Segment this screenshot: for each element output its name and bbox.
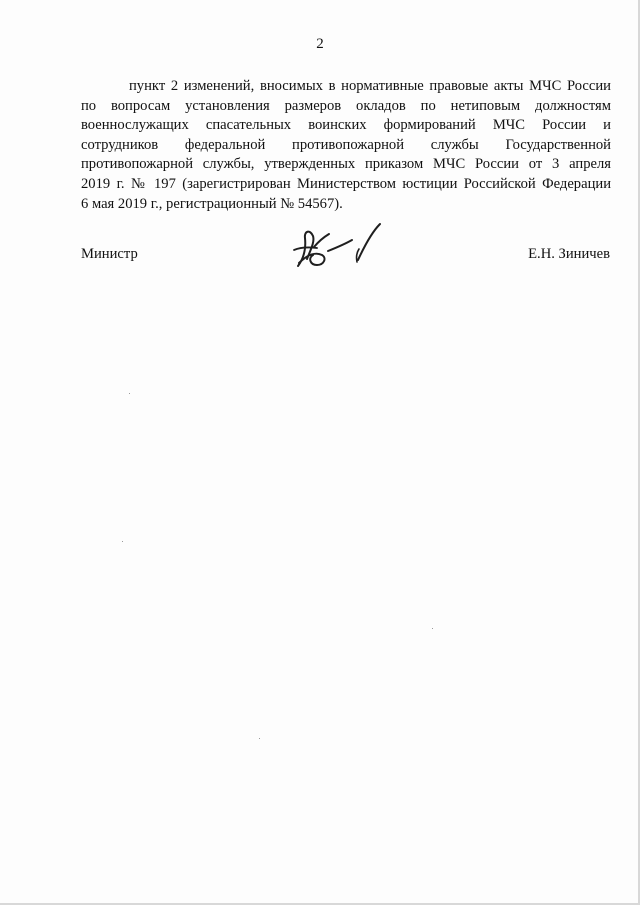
- paragraph-line: по вопросам установления размеров окладов по нетиповым должностям: [81, 97, 611, 114]
- signature-role: Министр: [81, 246, 138, 262]
- paragraph-line: пункт 2 изменений, вносимых в нормативные правовые акты МЧС России: [129, 78, 611, 94]
- paragraph-line: 2019 г. № 197 (зарегистрирован Министерством юстиции Российской Федерации: [81, 175, 611, 192]
- paragraph-line: сотрудников федеральной противопожарной службы Государственной: [81, 136, 611, 153]
- page-number: 2: [316, 36, 324, 52]
- scan-speck: [432, 628, 433, 629]
- scan-speck: [259, 738, 260, 739]
- paragraph-line: противопожарной службы, утвержденных приказом МЧС России от 3 апреля: [81, 156, 611, 173]
- signatory-name: Е.Н. Зиничев: [528, 246, 610, 262]
- scan-speck: [122, 541, 123, 542]
- scan-speck: [129, 393, 130, 394]
- handwritten-signature-icon: [286, 216, 386, 276]
- document-paragraph: [81, 77, 611, 214]
- signature-stroke-group: [286, 216, 386, 276]
- paragraph-line: военнослужащих спасательных воинских формирований МЧС России и: [81, 117, 611, 134]
- paragraph-line-last: 6 мая 2019 г., регистрационный № 54567).: [81, 195, 343, 212]
